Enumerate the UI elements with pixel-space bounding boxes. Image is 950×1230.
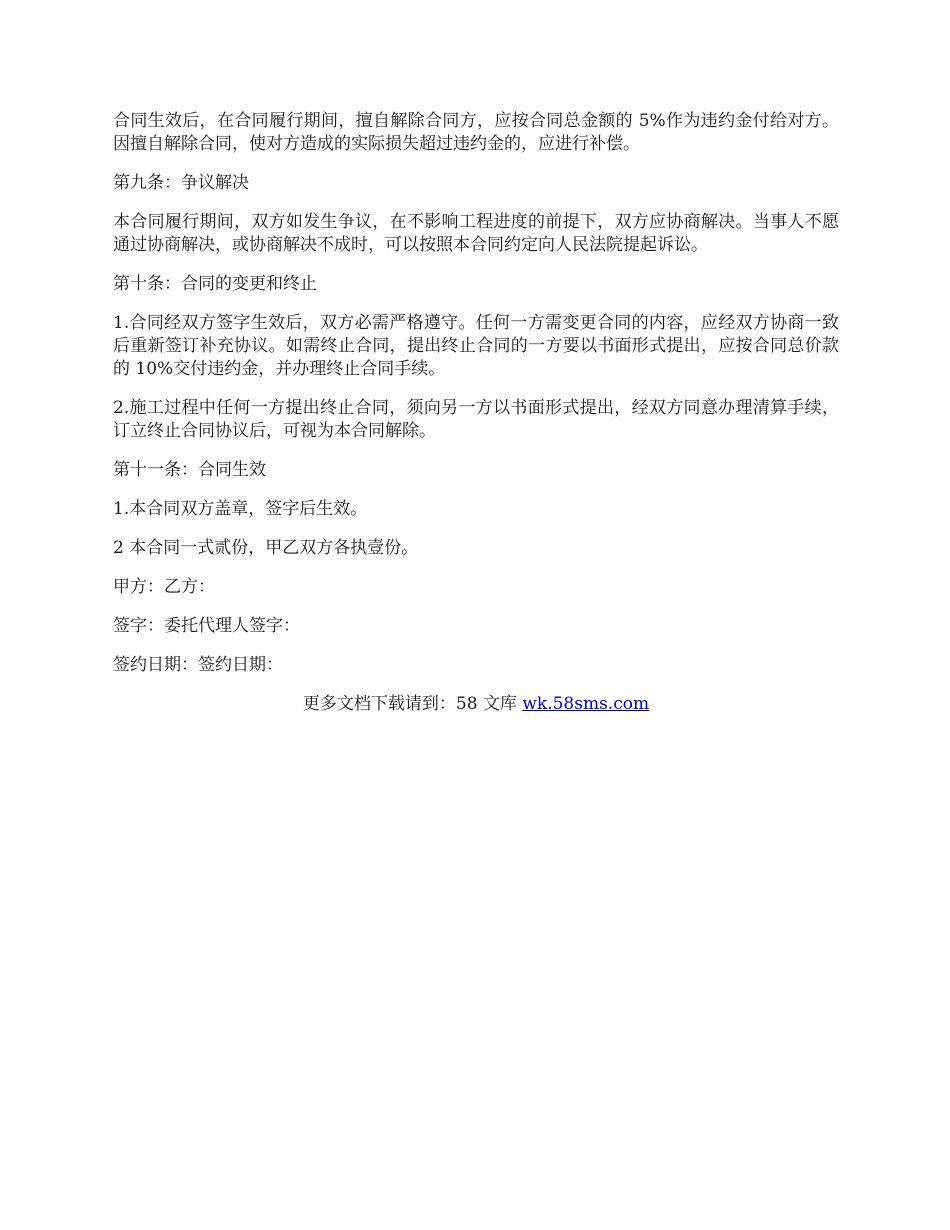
footer-link[interactable]: wk.58sms.com xyxy=(522,694,650,714)
footer-text: 更多文档下载请到：58 文库 xyxy=(302,694,523,714)
paragraph-effective-2: 2 本合同一式贰份，甲乙双方各执壹份。 xyxy=(113,538,419,558)
heading-article-10: 第十条：合同的变更和终止 xyxy=(113,274,317,294)
document-page xyxy=(113,110,839,716)
party-line: 甲方：乙方： xyxy=(113,577,215,597)
paragraph-change-2: 2.施工过程中任何一方提出终止合同，须向另一方以书面形式提出，经双方同意办理清算手续，订立终止合同协议后，可视为本合同解除。 xyxy=(113,398,839,441)
signature-line: 签字：委托代理人签字： xyxy=(113,616,300,636)
heading-article-11: 第十一条：合同生效 xyxy=(113,460,266,480)
heading-article-9: 第九条：争议解决 xyxy=(113,173,249,193)
paragraph-dispute-resolution: 本合同履行期间，双方如发生争议，在不影响工程进度的前提下，双方应协商解决。当事人不愿通过协商解决，或协商解决不成时，可以按照本合同约定向人民法院提起诉讼。 xyxy=(113,212,839,255)
paragraph-breach-penalty: 合同生效后，在合同履行期间，擅自解除合同方，应按合同总金额的 5%作为违约金付给对方。因擅自解除合同，使对方造成的实际损失超过违约金的，应进行补偿。 xyxy=(113,111,839,154)
date-line: 签约日期：签约日期： xyxy=(113,655,283,675)
download-footer xyxy=(113,693,839,716)
paragraph-effective-1: 1.本合同双方盖章，签字后生效。 xyxy=(113,499,368,519)
paragraph-change-1: 1.合同经双方签字生效后，双方必需严格遵守。任何一方需变更合同的内容，应经双方协商一致后重新签订补充协议。如需终止合同，提出终止合同的一方要以书面形式提出，应按合同总价款的 10%交付违约金，并办理终止合同手续。 xyxy=(113,313,839,379)
